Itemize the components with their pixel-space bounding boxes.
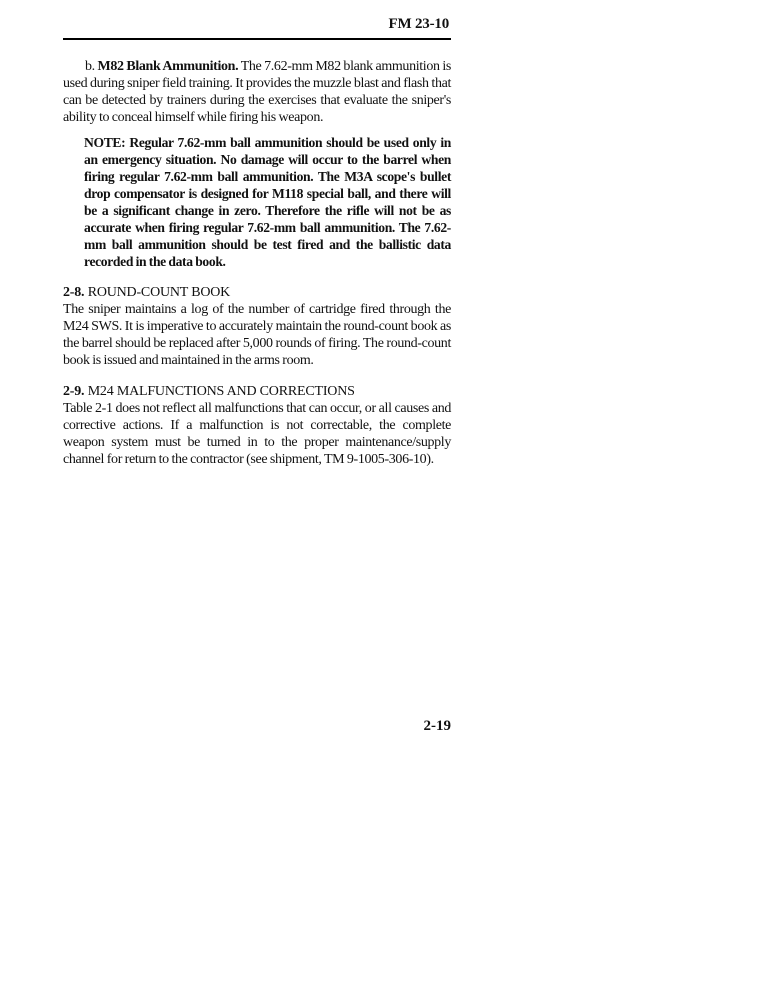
section-heading-2-8 bbox=[63, 284, 451, 301]
manual-id: FM 23-10 bbox=[388, 16, 449, 32]
section-number: 2-9. bbox=[63, 384, 85, 399]
subparagraph-title: M82 Blank Ammunition. bbox=[97, 59, 239, 74]
page-header bbox=[63, 12, 451, 40]
page-content bbox=[63, 58, 451, 468]
section-body-2-8: The sniper maintains a log of the number of cartridge fired through the M24 SWS. It is imperative to accurately maintain the round-count book as the barrel should be replaced after 5,000 rounds of firing. The round-count book is issued and maintained in the arms room. bbox=[63, 302, 451, 368]
subparagraph-text: The 7.62-mm M82 blank ammunition is used during sniper field training. It provides the muzzle blast and flash that can be detected by trainers during the exercises that evaluate the sniper's ability to conceal himself while firing his weapon. bbox=[63, 59, 451, 125]
section-body-2-9: Table 2-1 does not reflect all malfunctions that can occur, or all causes and corrective actions. If a malfunction is not correctable, the complete weapon system must be turned in to the proper maintenance/supply channel for return to the contractor (see shipment, TM 9-1005-306-10). bbox=[63, 401, 451, 467]
section-heading-2-9 bbox=[63, 383, 451, 400]
section-title: M24 MALFUNCTIONS AND CORRECTIONS bbox=[87, 384, 355, 399]
subparagraph-label: b. bbox=[85, 59, 95, 74]
page-number: 2-19 bbox=[423, 718, 451, 734]
section-number: 2-8. bbox=[63, 285, 85, 300]
ammunition-note: NOTE: Regular 7.62-mm ball ammunition should be used only in an emergency situation. No damage will occur to the barrel when firing regular 7.62-mm ball ammunition. The M3A scope's bullet drop compensator is designed for M118 special ball, and there will be a significant change in zero. Therefore the rifle will not be as accurate when firing regular 7.62-mm ball ammunition. The 7.62-mm ball ammunition should be test fired and the ballistic data recorded in the data book. bbox=[84, 135, 451, 269]
subparagraph-b bbox=[63, 58, 451, 126]
section-title: ROUND-COUNT BOOK bbox=[87, 285, 231, 300]
